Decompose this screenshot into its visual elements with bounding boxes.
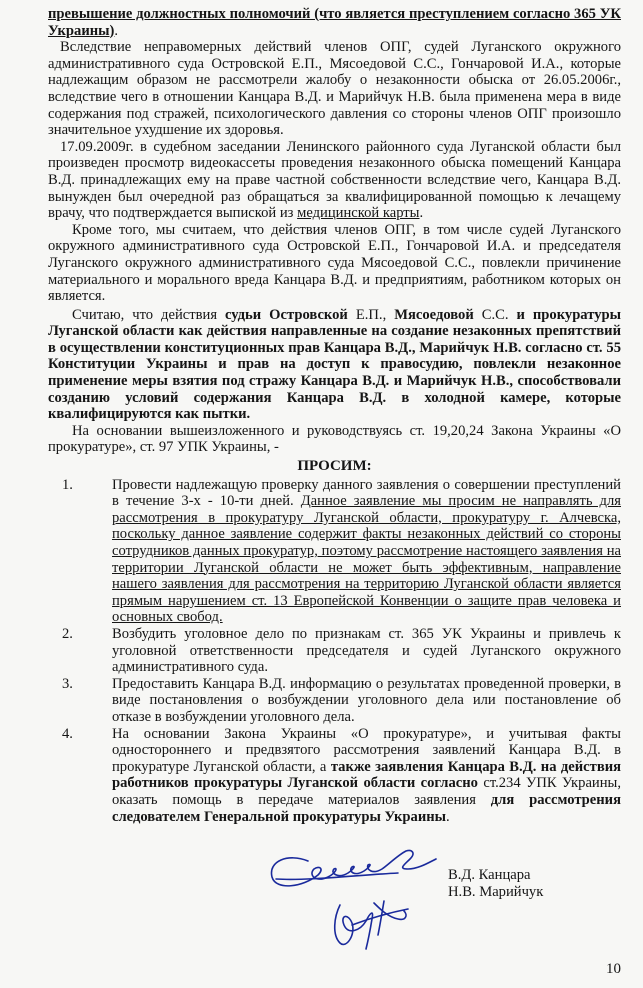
paragraph-1: Вследствие неправомерных действий членов ОПГ, судей Луганского окружного административного суда Островской Е.П., Мясоедовой С.С., Гончаровой И.А., которые надлежащим образом не рассмотрели жалобу о незаконности обыска от 26.05.2006г., вследствие чего в отношении Канцара В.Д. и Марийчук Н.В. была применена мера в виде содержания под стражей, психологического давления со стороны членов ОПГ произошло значительное ухудшение их здоровья. <box>48 39 621 139</box>
request-item-number: 2. <box>62 625 73 642</box>
request-item-4-a: На основании Закона Украины «О прокуратуре», и учитывая факты одностороннего и предвзятого рассмотрения заявлений Канцара В.Д. в прокуратуре Луганской области, а <box>112 725 621 775</box>
paragraph-2-text: 17.09.2009г. в судебном заседании Ленинского районного суда Луганской области был произведен просмотр видеокассеты проведения незаконного обыска помещений Канцара В.Д. принадлежащих ему на праве частной собственности вследствие чего, Канцара В.Д. вынужден был очередной раз обращаться за квалифицированной помощью к лечащему врачу, что подтверждается выпиской из <box>48 138 621 222</box>
paragraph-4-d: Мясоедовой <box>394 306 474 323</box>
paragraph-4-a: Считаю, что действия <box>72 306 226 323</box>
signatory-name: В.Д. Канцара <box>448 867 531 884</box>
request-item <box>48 726 621 826</box>
request-item-4-b: также заявления Канцара В.Д. на действия работников прокуратуры Луганской области согласно <box>112 758 622 792</box>
paragraph-2-end: . <box>419 205 424 222</box>
page-number: 10 <box>606 961 621 978</box>
paragraph-4 <box>48 307 621 423</box>
paragraph-3: Кроме того, мы считаем, что действия членов ОПГ, в том числе судей Луганского окружного административного суда Островской Е.П., Гончаровой И.А. и председателя Луганского окружного административного суда Мясоедовой С.С., повлекли причинение материального и морального вреда Канцара В.Д. и предприятиям, работником которых он является. <box>48 221 621 305</box>
request-item <box>48 477 621 626</box>
paragraph-0-bold: превышение должностных полномочий (что является преступлением согласно 365 УК Украины) <box>48 6 621 39</box>
signature-block <box>48 829 621 949</box>
paragraph-4-b: судьи Островской <box>225 306 348 323</box>
request-item-number: 1. <box>62 476 73 493</box>
request-item <box>48 626 621 676</box>
request-item-text: Возбудить уголовное дело по признакам ст. 365 УК Украины и привлечь к уголовной ответственности председателя и судей Луганского окружного административного суда. <box>112 625 621 676</box>
request-item-4-d: для рассмотрения следователем Генеральной прокуратуры Украины <box>112 791 621 825</box>
signatory-name: Н.В. Марийчук <box>448 884 544 901</box>
request-item-text <box>112 477 621 626</box>
paragraph-5: На основании вышеизложенного и руководствуясь ст. 19,20,24 Закона Украины «О прокуратуре», ст. 97 УПК Украины, - <box>48 422 621 456</box>
paragraph-0 <box>48 6 621 39</box>
paragraph-0-end: . <box>114 22 119 39</box>
handwritten-signatures <box>248 839 448 954</box>
request-title: ПРОСИМ: <box>297 458 372 475</box>
request-item-number: 4. <box>62 725 73 742</box>
medical-card-ref: медицинской карты <box>297 205 420 222</box>
signatories <box>448 867 543 901</box>
paragraph-4-e: С.С. <box>473 306 517 323</box>
request-list <box>48 477 621 825</box>
request-item-number: 3. <box>62 675 73 692</box>
request-item-1-b: Данное заявление мы просим не направлять для рассмотрения в прокуратуру Луганской области, прокуратуру г. Алчевска, поскольку данное заявление содержит факты незаконных действий со стороны сотрудников данных прокуратур, поэтому рассмотрение настоящего заявления на территории Луганской области не может быть эффективным, направление нашего заявления для рассмотрения на территорию Луганской области является прямым нарушением ст. 13 Европейской Конвенции о защите прав человека и основных свобод. <box>112 493 621 626</box>
paragraph-4-f: и прокуратуры Луганской области как действия направленные на создание незаконных препятствий в осуществлении конституционных прав Канцара В.Д., Марийчук Н.В. согласно ст. 55 Конституции Украины и прав на доступ к правосудию, повлекли незаконное применение меры взятия под стражу Канцара В.Д. и Марийчук Н.В., способствовали созданию условий содержания Канцара В.Д. в холодной камере, которые квалифицируются как пытки. <box>48 306 622 423</box>
request-item-1-a: Провести надлежащую проверку данного заявления о совершении преступлений в течение 3-х - 10-ти дней. <box>112 476 621 510</box>
request-item-text <box>112 726 621 826</box>
request-item-4-c: ст.234 УПК Украины, оказать помощь в передаче материалов заявления <box>112 775 621 808</box>
paragraph-2 <box>48 139 621 222</box>
paragraph-4-c: Е.П., <box>347 306 395 323</box>
request-item-text: Предоставить Канцара В.Д. информацию о результатах проведенной проверки, в виде постановления о возбуждении уголовного дела или постановление об отказе в возбуждении уголовного дела. <box>112 675 621 725</box>
request-item <box>48 676 621 726</box>
request-item-4-e: . <box>446 808 450 825</box>
